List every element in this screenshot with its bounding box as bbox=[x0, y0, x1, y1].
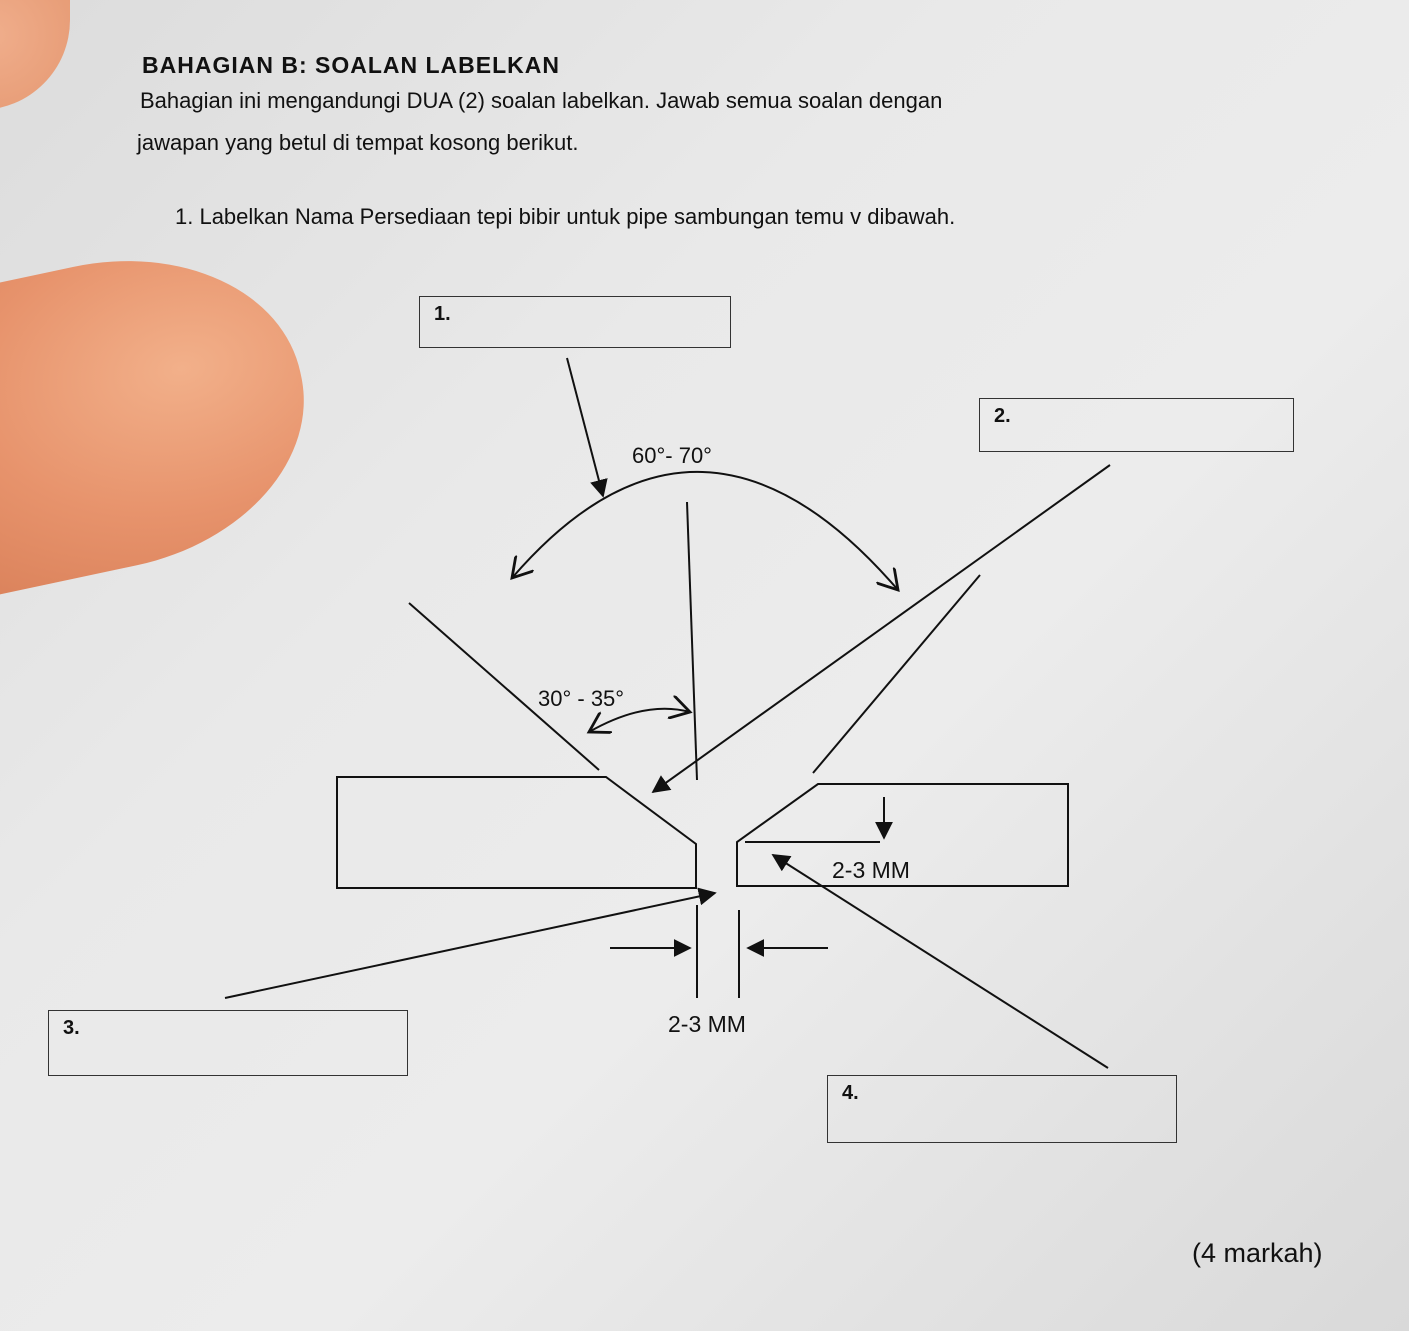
groove-angle-label: 60°- 70° bbox=[632, 443, 712, 468]
pointer-3 bbox=[225, 893, 715, 998]
bevel-angle-label: 30° - 35° bbox=[538, 686, 625, 711]
pointer-1 bbox=[567, 358, 603, 496]
answer-box-3[interactable] bbox=[48, 1010, 408, 1076]
root-gap-label: 2-3 MM bbox=[668, 1011, 746, 1037]
answer-box-1-number: 1. bbox=[434, 303, 451, 325]
section-heading: BAHAGIAN B: SOALAN LABELKAN bbox=[142, 52, 560, 78]
root-face-label: 2-3 MM bbox=[832, 857, 910, 883]
question-text: 1. Labelkan Nama Persediaan tepi bibir untuk pipe sambungan temu v dibawah. bbox=[175, 204, 956, 229]
pointer-2 bbox=[653, 465, 1110, 792]
answer-box-2[interactable] bbox=[979, 398, 1294, 452]
intro-line-2: jawapan yang betul di tempat kosong berikut. bbox=[137, 130, 579, 155]
right-bevel-extension bbox=[813, 575, 980, 773]
intro-line-1: Bahagian ini mengandungi DUA (2) soalan labelkan. Jawab semua soalan dengan bbox=[140, 88, 943, 113]
marks-label: (4 markah) bbox=[1192, 1238, 1323, 1268]
answer-box-3-number: 3. bbox=[63, 1017, 80, 1039]
answer-box-1[interactable] bbox=[419, 296, 731, 348]
groove-angle-arc bbox=[512, 472, 898, 590]
answer-box-2-number: 2. bbox=[994, 405, 1011, 427]
answer-box-4[interactable] bbox=[827, 1075, 1177, 1143]
bevel-angle-arc bbox=[589, 709, 690, 732]
centre-line bbox=[687, 502, 697, 780]
answer-box-4-number: 4. bbox=[842, 1082, 859, 1104]
left-plate-outline bbox=[337, 777, 696, 888]
